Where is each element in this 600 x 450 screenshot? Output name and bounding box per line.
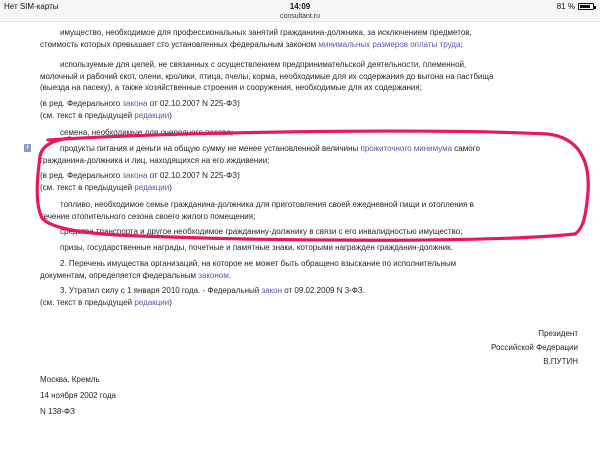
text-segment: ) — [169, 298, 172, 307]
text-segment: (в ред. Федерального — [40, 171, 123, 180]
text-segment: ; — [460, 39, 463, 49]
carrier-label: Нет SIM-карты — [4, 2, 59, 11]
battery-icon — [578, 3, 594, 10]
paragraph-repealed — [40, 285, 568, 297]
text-segment: (см. текст в предыдущей — [40, 183, 135, 192]
link-law[interactable]: законом — [198, 270, 229, 280]
address-domain: consultant.ru — [279, 13, 321, 20]
text-segment: стоимость которых превышает сто установленных федеральным законом — [40, 39, 319, 49]
text-line: имущество, необходимое для профессиональных занятий гражданина-должника, за исключением предметов, — [60, 28, 472, 37]
battery-indicator — [557, 2, 594, 11]
signing-date: 14 ноября 2002 года — [40, 391, 116, 400]
text-segment: . — [228, 270, 231, 280]
text-line: используемые для целей, не связанных с осуществлением предпринимательской деятельности, племенной, — [60, 60, 467, 69]
text-line: гражданина-должника и лиц, находящихся на его иждивении; — [40, 155, 270, 165]
link-previous-edition[interactable]: редакции — [134, 183, 170, 192]
text-line: течение отопительного сезона своего жилого помещения; — [40, 211, 256, 221]
text-segment: (см. текст в предыдущей — [40, 298, 135, 307]
text-segment: (см. текст в предыдущей — [40, 111, 135, 120]
paragraph-professional-property — [40, 27, 568, 50]
signature-name: В.ПУТИН — [543, 357, 578, 366]
paragraph-fuel — [40, 199, 568, 222]
paragraph-seeds: семена, необходимые для очередного посева; — [60, 128, 234, 137]
text-segment: 3. Утратил силу с 1 января 2010 года. - Федеральный — [60, 286, 262, 295]
paragraph-organizations — [40, 258, 568, 281]
signing-place: Москва, Кремль — [40, 375, 100, 384]
see-previous-1 — [40, 110, 568, 122]
see-previous-2 — [40, 182, 568, 194]
text-segment: ) — [169, 111, 172, 120]
link-law[interactable]: закон — [261, 286, 283, 295]
link-minimum-wage[interactable]: минимальных размеров оплаты труда — [318, 39, 461, 49]
paragraph-transport: средства транспорта и другое необходимое гражданину-должнику в связи с его инвалидностью имущество; — [60, 227, 463, 236]
text-line: 2. Перечень имущества организаций, на которое не может быть обращено взыскание по исполнительным — [60, 259, 457, 268]
link-subsistence-minimum[interactable]: прожиточного минимума — [360, 144, 453, 153]
text-segment: продукты питания и деньги на общую сумму не менее установленной величины — [60, 144, 361, 153]
edition-note-2 — [40, 170, 568, 182]
paragraph-food-money — [40, 143, 568, 166]
paragraph-livestock — [40, 59, 568, 94]
text-line: молочный и рабочий скот, олени, кролики, птица, пчелы, корма, необходимые для их содержания до выгона на пастбища — [40, 71, 494, 81]
text-line: (выезда на пасеку), а также хозяйственные строения и сооружения, необходимые для их содержания; — [40, 83, 422, 93]
paragraph-awards: призы, государственные награды, почетные и памятные знаки, которыми награжден гражданин-должник. — [60, 243, 453, 252]
link-previous-edition[interactable]: редакции — [134, 298, 170, 307]
link-law[interactable]: закона — [122, 171, 148, 180]
document-content — [0, 22, 600, 450]
text-segment: от 02.10.2007 N 225-ФЗ) — [147, 99, 240, 108]
status-bar — [0, 0, 600, 13]
link-law[interactable]: закона — [122, 99, 148, 108]
text-line: топливо, необходимое семье гражданина-должника для приготовления своей ежедневной пищи и отопления в — [60, 200, 474, 209]
text-segment: ) — [169, 183, 172, 192]
edition-note-1 — [40, 98, 568, 110]
text-segment: от 09.02.2009 N 3-ФЗ. — [282, 286, 365, 295]
clock: 14:09 — [289, 2, 311, 11]
text-segment: документам, определяется федеральным — [40, 270, 199, 280]
text-segment: от 02.10.2007 N 225-ФЗ) — [147, 171, 240, 180]
info-icon[interactable]: i — [24, 144, 31, 152]
law-number: N 138-ФЗ — [40, 407, 75, 416]
address-bar[interactable] — [0, 13, 600, 22]
battery-percent: 81 % — [556, 2, 575, 11]
see-previous-3 — [40, 297, 568, 309]
signature-country: Российской Федерации — [491, 343, 578, 352]
text-segment: самого — [452, 144, 480, 153]
text-segment: (в ред. Федерального — [40, 99, 123, 108]
signature-title: Президент — [538, 329, 578, 338]
link-previous-edition[interactable]: редакции — [134, 111, 170, 120]
